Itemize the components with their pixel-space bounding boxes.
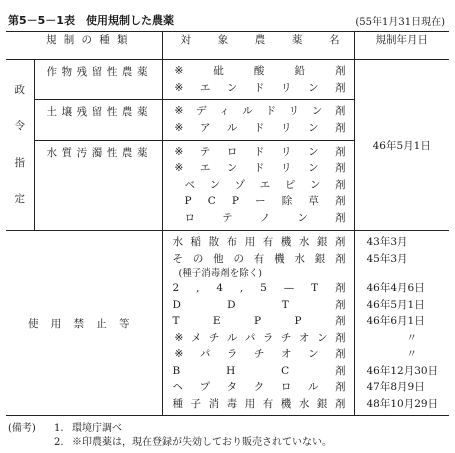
table-title: 第5－5－1表 使用規制した農薬 [8, 14, 174, 27]
pesticide-cell [162, 140, 354, 230]
notes-label: (備考) [8, 423, 36, 434]
pesticide-name: ※ エ ン ド リ ン 剤 [174, 162, 346, 175]
pesticide-name: ※ エ ン ド リ ン 剤 [174, 81, 346, 94]
category-cell: 水 質 汚 濁 性 農 薬 [34, 140, 162, 230]
regulation-date: 46年5月1日 [366, 298, 425, 311]
regulation-date: 47年8月9日 [366, 381, 425, 393]
pesticide-cell [162, 231, 354, 416]
header-date: 規制年月日 [354, 32, 449, 60]
pesticide-name: ※ テ ロ ド リ ン 剤 [174, 145, 346, 158]
note-item: 2. ※印農薬は，現在登録が失効しており販売されていない。 [54, 437, 332, 448]
pesticide-name: ※ 砒 酸 鉛 剤 [174, 65, 346, 77]
pesticide-name: 水 稲 散 布 用 有 機 水 銀 剤 [172, 236, 346, 248]
pesticide-cell [162, 60, 354, 100]
seirei-date: 46年5月1日 [354, 60, 449, 231]
pesticide-table [6, 31, 449, 416]
regulation-date: 〃 [406, 348, 417, 360]
pesticide-name: ※ パ ラ チ オ ン 剤 [174, 348, 346, 360]
header-pesticide: 対 象 農 薬 名 [162, 32, 354, 60]
pesticide-name: ロ テ ノ ン 剤 [184, 211, 346, 224]
pesticide-name: B H C 剤 [172, 364, 346, 377]
regulation-date: 〃 [406, 331, 417, 344]
regulation-date: 43年3月 [366, 236, 408, 248]
notes [8, 422, 332, 450]
pesticide-name: D D T 剤 [172, 298, 346, 311]
pesticide-name: ※ メ チ ル パ ラ チ オ ン 剤 [174, 331, 346, 344]
date-cell [354, 231, 449, 416]
pesticide-name: ベ ン ゾ エ ピ ン 剤 [184, 178, 346, 191]
regulation-date: 46年4月6日 [366, 282, 425, 294]
pesticide-name: ※ ア ル ド リ ン 剤 [174, 121, 346, 134]
pesticide-name: そ の 他 の 有 機 水 銀 剤 [172, 252, 346, 265]
pesticide-name: 2 , 4 , 5 — T 剤 [172, 282, 346, 294]
pesticide-name: T E P P 剤 [172, 315, 346, 327]
pesticide-name: P C P ー 除 草 剤 [184, 195, 346, 208]
regulation-date: 46年12月30日 [366, 364, 439, 377]
regulation-date: 48年10月29日 [366, 397, 439, 410]
header-row [6, 32, 449, 60]
as-of-date: (55年1月31日現在) [355, 17, 445, 28]
table-row [6, 60, 449, 100]
category-cell: 作 物 残 留 性 農 薬 [34, 60, 162, 100]
table-row [6, 231, 449, 416]
pesticide-name: ヘ プ タ ク ロ ル 剤 [172, 381, 346, 393]
pesticide-note: (種子消毒剤を除く) [178, 268, 262, 279]
note-item: (備考) 1. 環境庁調べ [8, 423, 122, 434]
header-category: 規 制 の 種 類 [6, 32, 162, 60]
pesticide-name: ※ デ ィ ル ド リ ン 剤 [174, 105, 346, 118]
pesticide-name: 種 子 消 毒 用 有 機 水 銀 剤 [172, 397, 346, 410]
regulation-date: 46年6月1日 [366, 315, 425, 327]
shiyou-kinshi-label: 使 用 禁 止 等 [6, 231, 162, 416]
category-cell: 土 壌 残 留 性 農 薬 [34, 100, 162, 140]
regulation-date: 45年3月 [366, 252, 408, 265]
pesticide-cell [162, 100, 354, 140]
seirei-label: 政 令 指 定 [14, 84, 25, 205]
